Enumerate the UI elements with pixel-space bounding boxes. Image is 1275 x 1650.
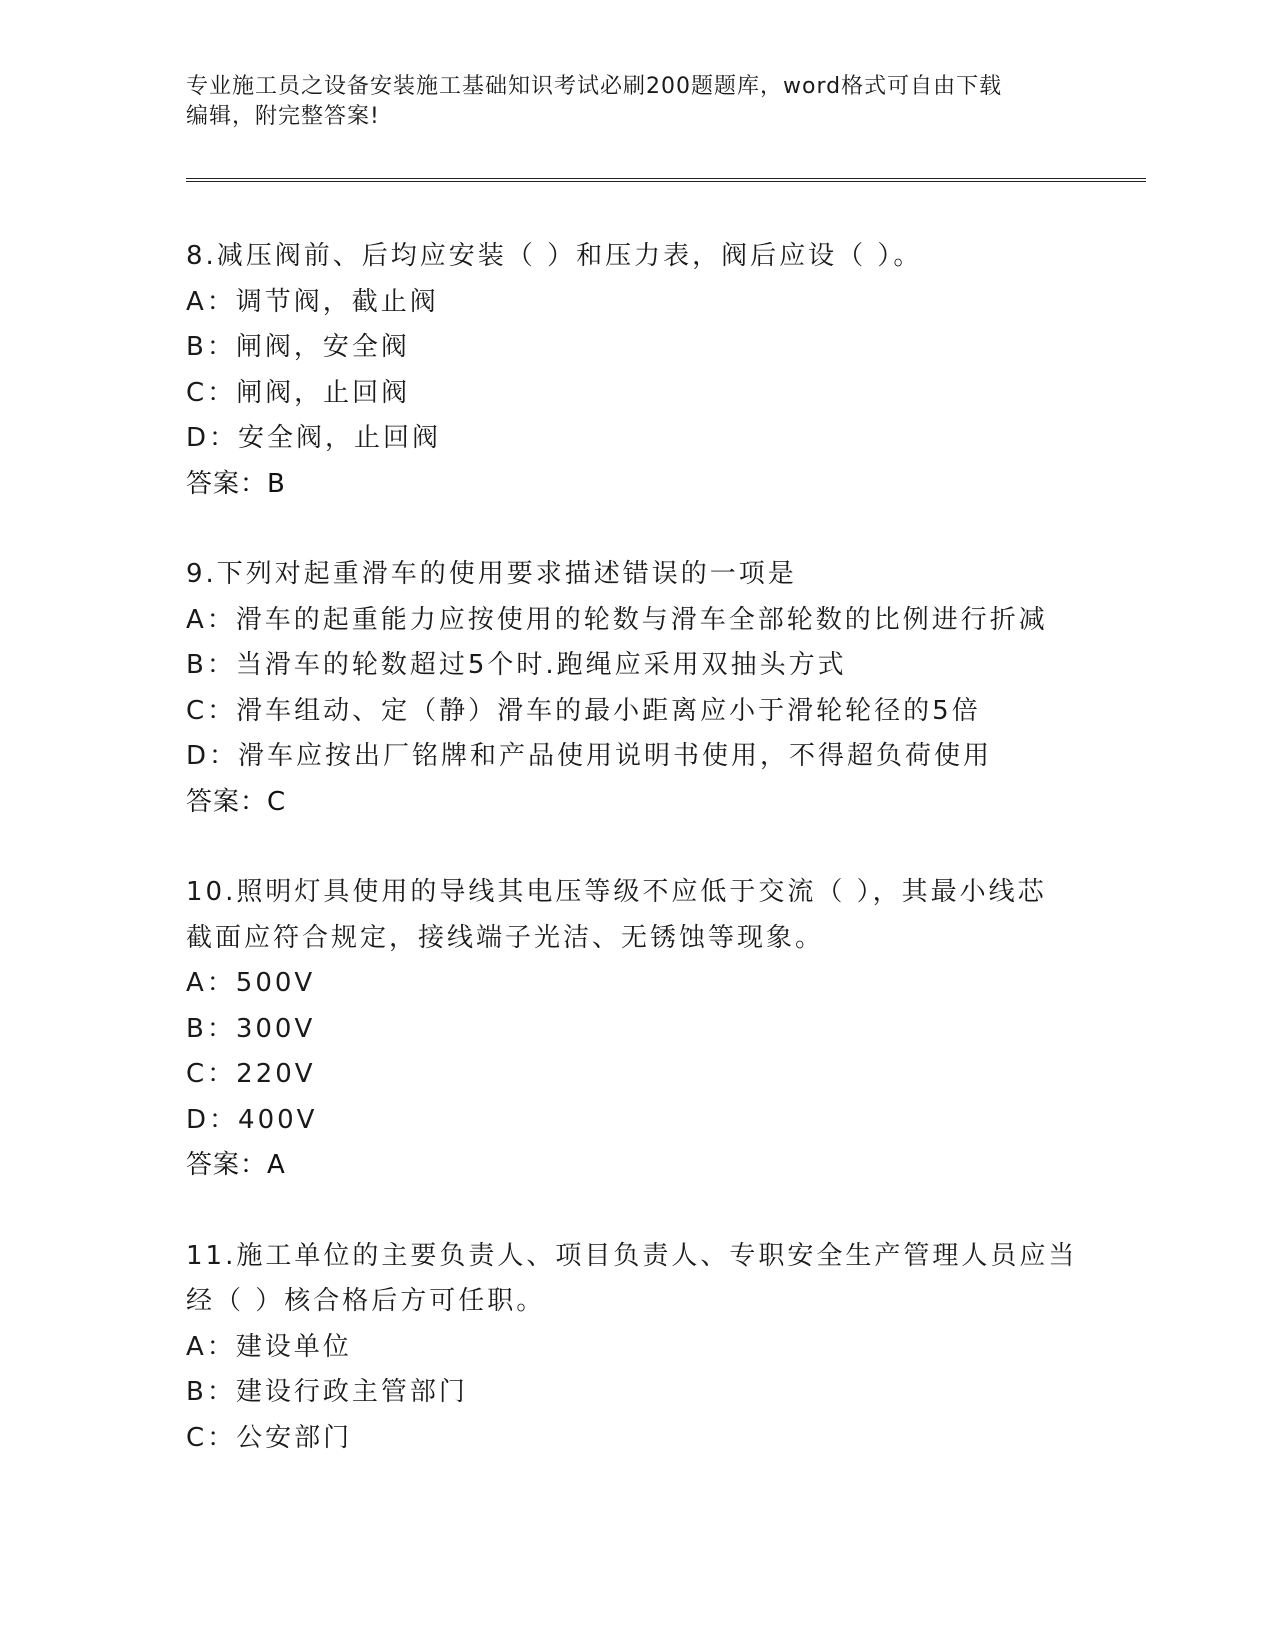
- question-gap: [186, 1189, 1086, 1234]
- question-list: [186, 234, 1086, 1461]
- option-b: B：当滑车的轮数超过5个时.跑绳应采用双抽头方式: [186, 650, 847, 680]
- option-a: A：调节阀，截止阀: [186, 286, 439, 317]
- question-stem-continued: 经（ ）核合格后方可任职。: [186, 1286, 546, 1316]
- header-line-2: 编辑，附完整答案!: [186, 104, 380, 129]
- option-d: D：安全阀，止回阀: [186, 423, 442, 453]
- question-gap: [186, 507, 1086, 552]
- question-stem: 9.下列对起重滑车的使用要求描述错误的一项是: [186, 559, 797, 589]
- option-b: B：300V: [186, 1013, 316, 1044]
- option-d: D：滑车应按出厂铭牌和产品使用说明书使用，不得超负荷使用: [186, 741, 993, 771]
- question-11: [186, 1234, 1086, 1462]
- header-line-1: 专业施工员之设备安装施工基础知识考试必刷200题题库，word格式可自由下载: [186, 74, 1003, 99]
- question-8: [186, 234, 1086, 507]
- document-header: [186, 72, 1086, 132]
- answer: 答案：C: [186, 786, 287, 817]
- option-a: A：建设单位: [186, 1331, 352, 1362]
- answer: 答案：A: [186, 1150, 286, 1180]
- answer: 答案：B: [186, 468, 286, 499]
- question-stem-continued: 截面应符合规定，接线端子光洁、无锈蚀等现象。: [186, 922, 825, 953]
- question-stem: 10.照明灯具使用的导线其电压等级不应低于交流（ ），其最小线芯: [186, 877, 1047, 907]
- question-stem: 8.减压阀前、后均应安装（ ）和压力表，阀后应设（ ）。: [186, 241, 923, 271]
- option-c: C：闸阀，止回阀: [186, 377, 411, 408]
- option-b: B：建设行政主管部门: [186, 1377, 468, 1407]
- option-a: A：500V: [186, 968, 316, 998]
- question-gap: [186, 825, 1086, 870]
- header-divider: [186, 178, 1146, 182]
- option-c: C：公安部门: [186, 1422, 353, 1453]
- option-d: D：400V: [186, 1104, 318, 1135]
- option-c: C：220V: [186, 1059, 316, 1089]
- option-b: B：闸阀，安全阀: [186, 332, 410, 362]
- question-10: [186, 870, 1086, 1189]
- option-a: A：滑车的起重能力应按使用的轮数与滑车全部轮数的比例进行折减: [186, 604, 1048, 635]
- question-stem: 11.施工单位的主要负责人、项目负责人、专职安全生产管理人员应当: [186, 1240, 1078, 1271]
- question-9: [186, 552, 1086, 825]
- option-c: C：滑车组动、定（静）滑车的最小距离应小于滑轮轮径的5倍: [186, 695, 981, 726]
